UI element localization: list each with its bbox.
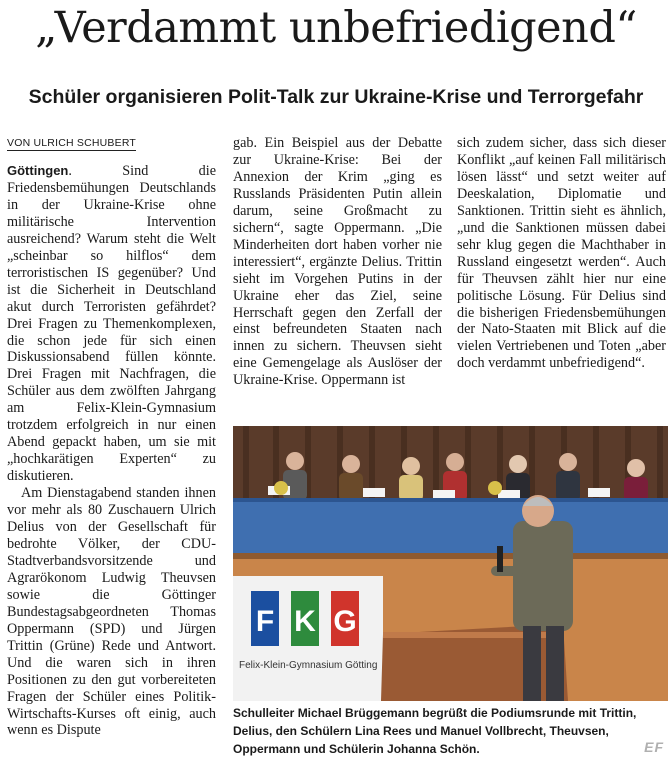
flower-bouquet <box>274 481 288 495</box>
banner-letter-g: G <box>333 605 357 638</box>
photo-caption: Schulleiter Michael Brüggemann begrüßt die Podiumsrunde mit Trittin, Delius, den Schülern Lina Rees und Manuel Vollbrecht, Theuvsen, Oppermann und Schülerin Johanna Schön. <box>233 706 637 756</box>
paragraph-text: . Sind die Friedensbemühungen Deutschlands in der Ukraine-Krise ohne militärische Intervention ausreichend? Warum steht die Welt „scheinbar so hilflos“ dem terroristischen IS gegenüber? Und ist die Sicherheit in Deutschland akut durch Terroristen gefährdet? Drei Fragen zu Themenkomplexen, die schon jede für sich einen Diskussionsabend füllen könnte. Drei Fragen mit Nachfragen, die Schüler aus dem zwölften Jahrgang am Felix-Klein-Gymnasium trotzdem erfolgreich in nur einen Abend gepackt haben, um sie mit „hochkarätigen Experten“ zu diskutieren. <box>7 163 216 485</box>
school-banner <box>233 576 383 701</box>
photo-credit: EF <box>644 739 664 755</box>
article-column-1 <box>7 163 216 739</box>
paragraph <box>7 163 216 485</box>
microphone <box>497 546 503 572</box>
flower-bouquet <box>488 481 502 495</box>
panel-table <box>233 498 668 553</box>
subheadline: Schüler organisieren Polit-Talk zur Ukraine-Krise und Terrorgefahr <box>28 86 644 108</box>
article-column-3 <box>457 135 666 372</box>
banner-letter-k: K <box>294 605 316 638</box>
banner-letter-f: F <box>255 605 275 638</box>
paragraph: gab. Ein Beispiel aus der Debatte zur Ukraine-Krise: Bei der Annexion der Krim „ging es Russlands Präsidenten Putin allein darum, seine Großmacht zu sichern“, sagte Oppermann. „Die Minderheiten dort haben vorher nie interessiert“, ergänzte Delius. Trittin sieht im Vorgehen Putins in der Ukraine eher das Ziel, seine Herrschaft gegen den Zerfall der einst befreundeten Staaten nach innen zu sichern. Theuvsen sieht eine Gemengelage als Auslöser der Ukraine-Krise. Oppermann ist <box>233 135 442 389</box>
podium-photo-illustration <box>233 426 668 701</box>
byline: VON ULRICH SCHUBERT <box>7 137 137 149</box>
article-column-2 <box>233 135 442 389</box>
banner-text: Felix-Klein-Gymnasium Götting <box>239 660 378 671</box>
paragraph: Am Dienstagabend standen ihnen vor mehr als 80 Zuschauern Ulrich Delius von der Gesellschaft für bedrohte Völker, der CDU-Stadtverbandsvorsitzende und Agrarökonom Ludwig Theuvsen sowie die Göttinger Bundestagsabgeordneten Thomas Oppermann (SPD) und Jürgen Trittin (Grüne) Rede und Antwort. Und die waren sich in ihren Positionen zu den gut vorbereiteten Fragen der Schüler eines Politik-Wirtschafts-Kurses oft einig, auch wenn es Dispute <box>7 485 216 739</box>
paragraph: sich zudem sicher, dass sich dieser Konflikt „auf keinen Fall militärisch lösen lässt“ und setzt weiter auf Deeskalation, Diplomatie und Sanktionen. Trittin sieht es ähnlich, „und die Sanktionen müssen dabei sehr klug gegen die Machthaber in Russland eingesetzt werden“. Auch für Theuvsen zählt hier nur eine politische Lösung. Für Delius sind die bisherigen Friedensbemühungen der Nato-Staaten mit Blick auf die vielen Vertriebenen und Toten „aber doch verdammt unbefriedigend“. <box>457 135 666 372</box>
headline: „Verdammt unbefriedigend“ <box>35 3 637 53</box>
article-photo <box>233 426 668 701</box>
dateline: Göttingen <box>7 163 69 178</box>
